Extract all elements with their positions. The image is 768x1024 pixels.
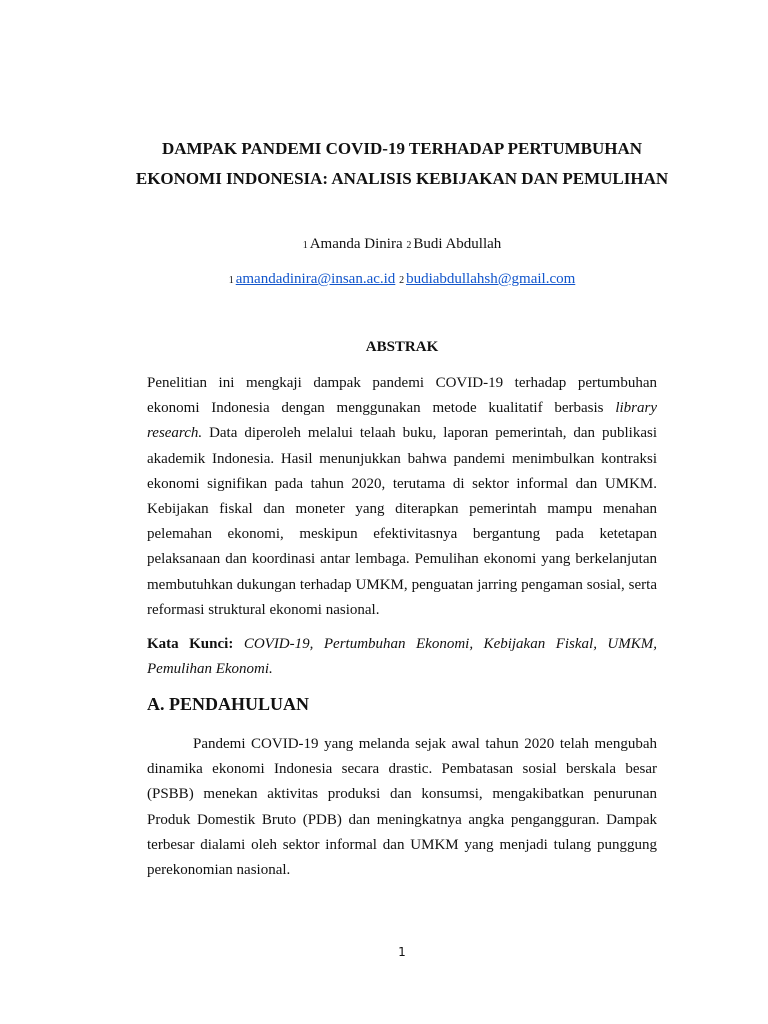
section-heading-pendahuluan: A. PENDAHULUAN (147, 694, 309, 714)
page-number: 1 (398, 945, 406, 959)
email-2-link[interactable]: budiabdullahsh@gmail.com (406, 271, 576, 287)
abstract-text-end: Data diperoleh melalui telaah buku, laporan pemerintah, dan publikasi akademik Indonesia. Hasil menunjukkan bahwa pandemi menimbulkan kontraksi ekonomi signifikan pada tahun 2020, terutama di sektor informal dan UMKM. Kebijakan fiskal dan moneter yang diterapkan pemerintah mampu menahan pelemahan ekonomi, meskipun efektivitasnya bergantung pada ketetapan pelaksanaan dan koordinasi antar lembaga. Pemulihan ekonomi yang berkelanjutan membutuhkan dukungan terhadap UMKM, penguatan jarring pengaman sosial, serta reformasi struktural ekonomi nasional. (147, 425, 657, 618)
author-line (0, 233, 768, 257)
keywords-value: COVID-19, Pertumbuhan Ekonomi, Kebijakan Fiskal, UMKM, Pemulihan Ekonomi. (147, 636, 657, 678)
email-1-link[interactable]: amandadinira@insan.ac.id (235, 271, 396, 287)
abstract-heading: ABSTRAK (365, 339, 439, 355)
author-2-name: Budi Abdullah (413, 236, 502, 252)
email-1-marker: 1 (228, 275, 234, 286)
author-1-marker: 1 (302, 240, 308, 251)
email-2-marker: 2 (399, 275, 405, 286)
keywords-label: Kata Kunci: (147, 636, 234, 652)
author-1-name: Amanda Dinira (309, 236, 403, 252)
intro-paragraph: Pandemi COVID-19 yang melanda sejak awal tahun 2020 telah mengubah dinamika ekonomi Indonesia secara drastic. Pembatasan sosial berskala besar (PSBB) menekan aktivitas produksi dan konsumsi, mengakibatkan penurunan Produk Domestik Bruto (PDB) dan meningkatnya angka pengangguran. Dampak terbesar dialami oleh sektor informal dan UMKM yang menjadi tulang punggung perekonomian nasional. (147, 736, 657, 879)
email-line (0, 268, 768, 292)
keywords (147, 632, 657, 682)
abstract-italic-term: library research. (147, 400, 657, 442)
author-2-marker: 2 (406, 240, 412, 251)
abstract-text (147, 371, 657, 623)
abstract-text-start: Penelitian ini mengkaji dampak pandemi COVID-19 terhadap pertumbuhan ekonomi Indonesia dengan menggunakan metode kualitatif berbasis (147, 375, 657, 417)
paper-title: DAMPAK PANDEMI COVID-19 TERHADAP PERTUMBUHAN EKONOMI INDONESIA: ANALISIS KEBIJAKAN DAN PEMULIHAN (135, 139, 669, 188)
